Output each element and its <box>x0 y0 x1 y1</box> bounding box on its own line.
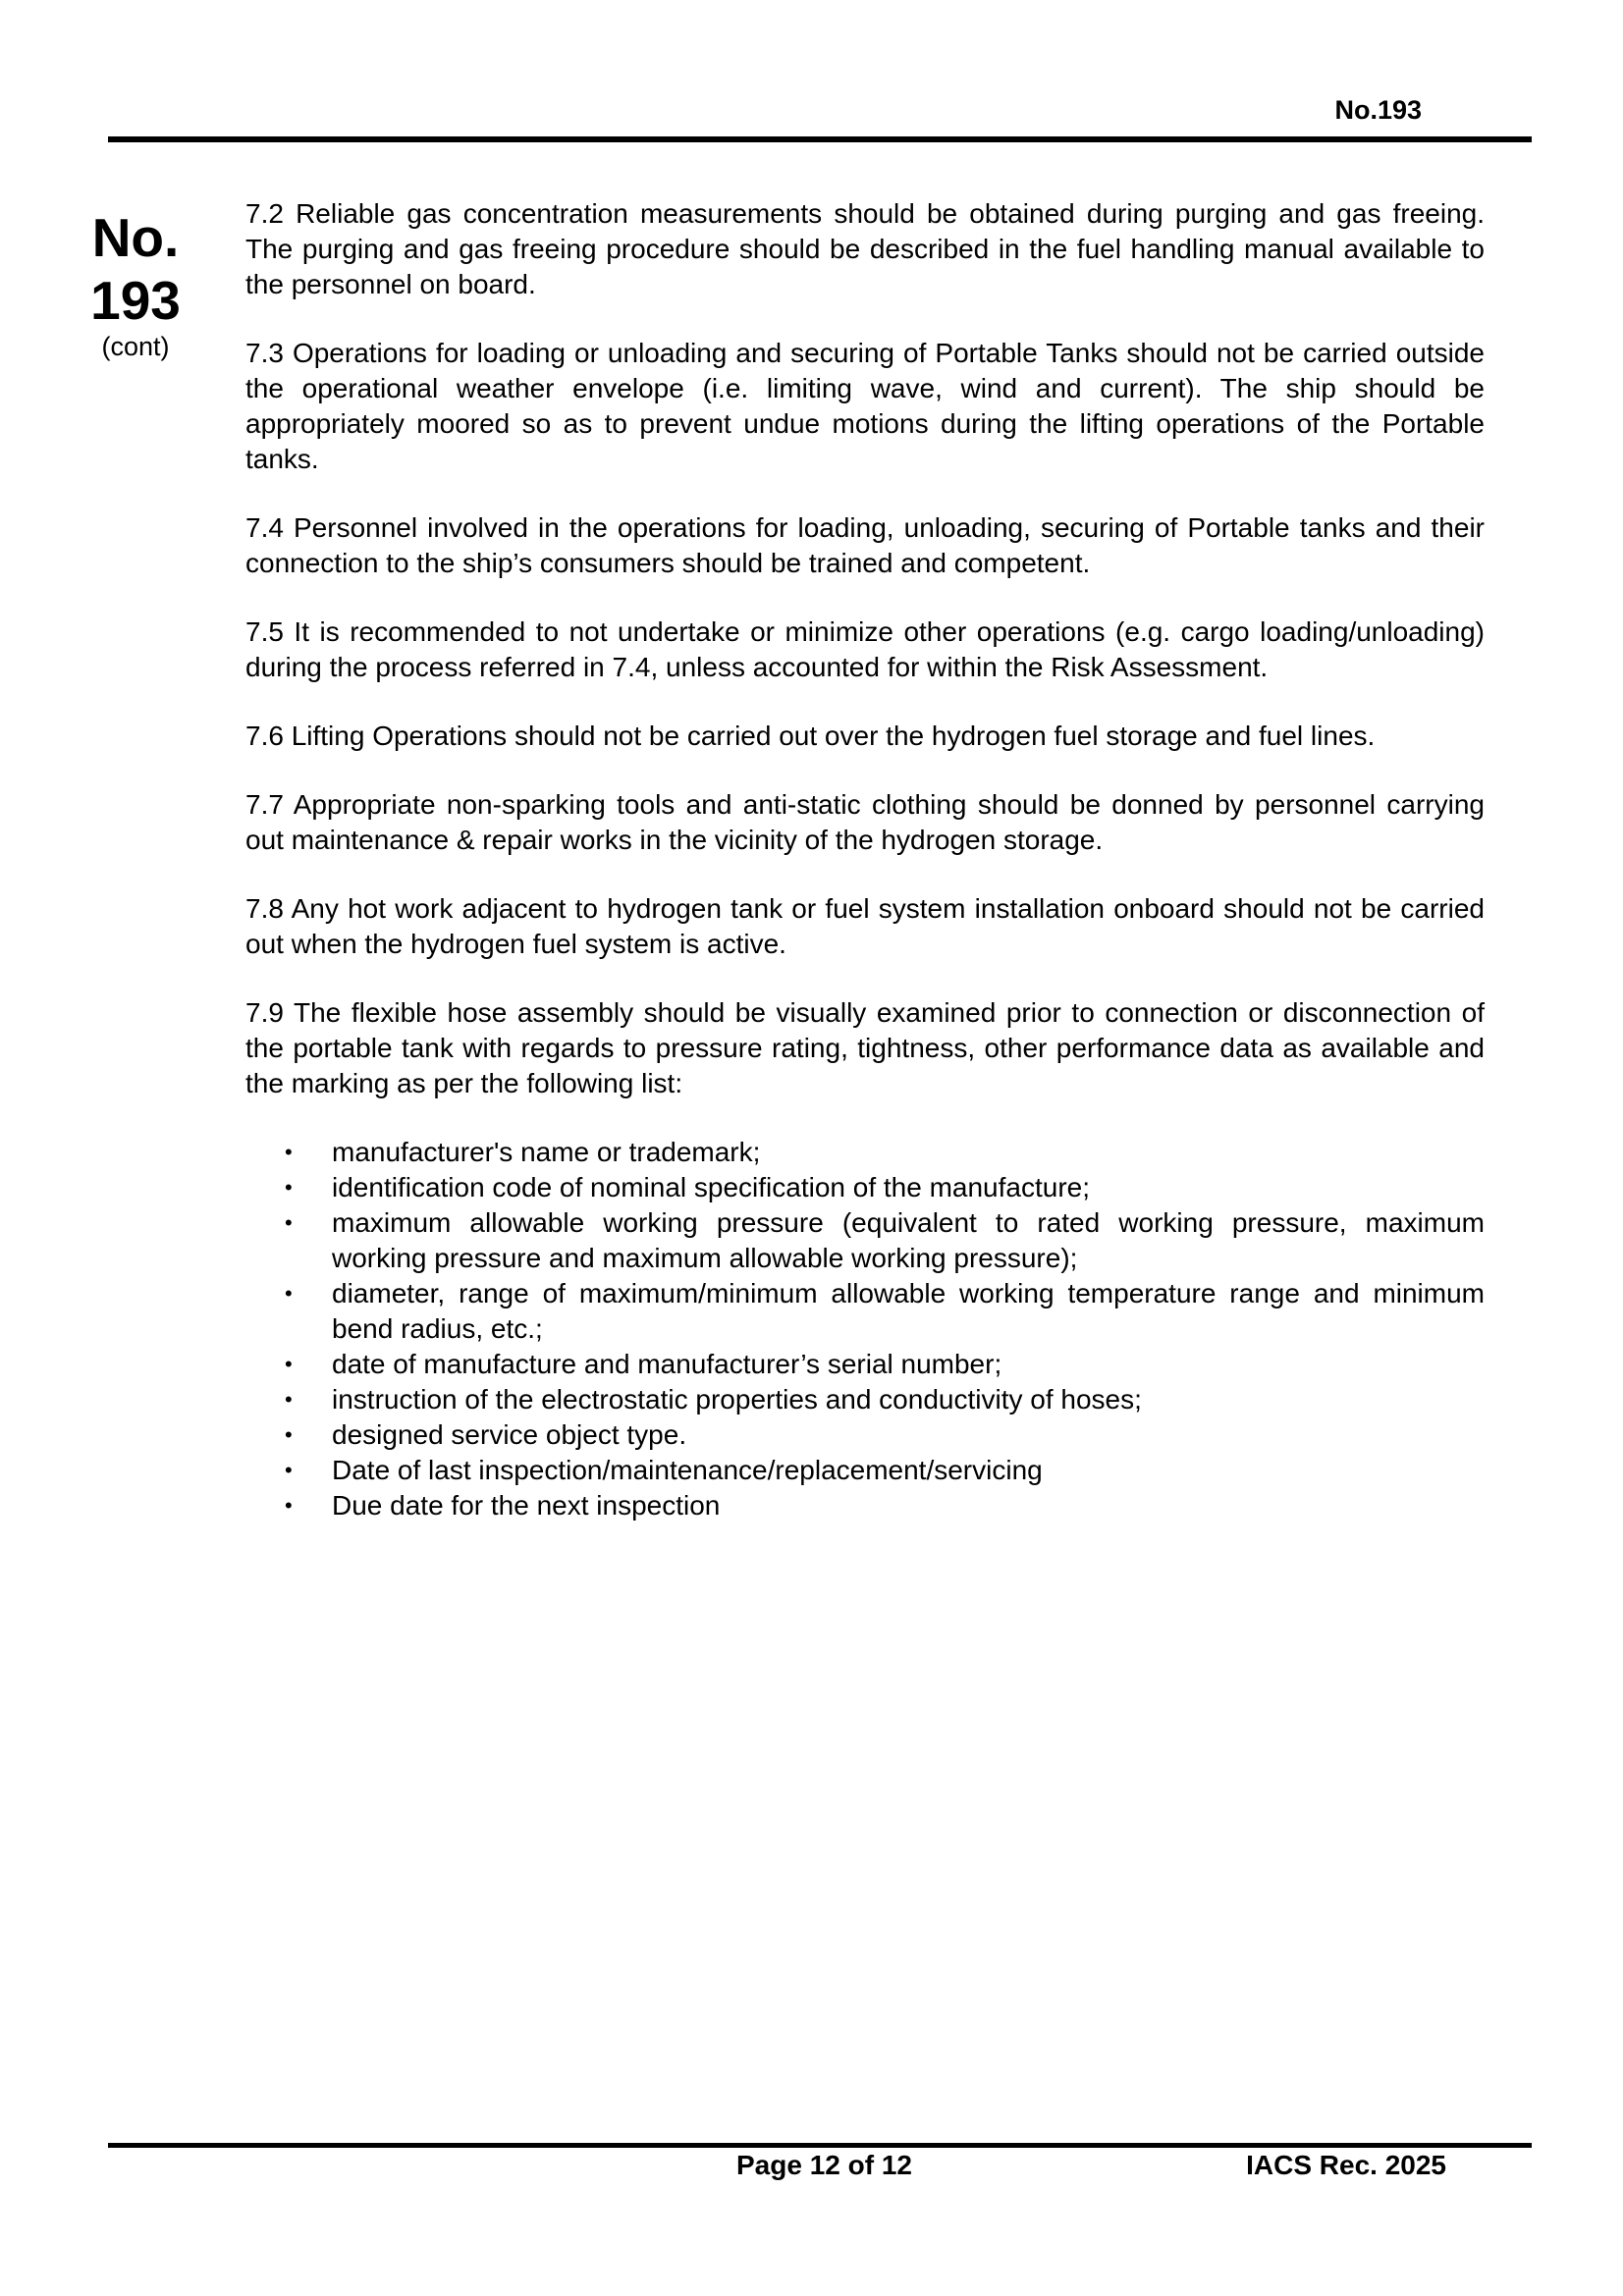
paragraph-7-6: 7.6 Lifting Operations should not be carried out over the hydrogen fuel storage and fuel lines. <box>245 721 1376 751</box>
list-item-text: diameter, range of maximum/minimum allowable working temperature range and minimum bend radius, etc.; <box>332 1278 1485 1344</box>
bullet-icon: • <box>285 1140 293 1164</box>
list-item <box>245 1205 1485 1276</box>
list-item-text: date of manufacture and manufacturer’s serial number; <box>332 1349 1002 1379</box>
list-item <box>245 1488 1485 1523</box>
bullet-icon: • <box>285 1387 293 1412</box>
list-item <box>245 1417 1485 1453</box>
list-item-text: maximum allowable working pressure (equivalent to rated working pressure, maximum working pressure and maximum allowable working pressure); <box>332 1207 1485 1273</box>
bullet-icon: • <box>285 1352 293 1376</box>
list-item <box>245 1347 1485 1382</box>
paragraph-7-9: 7.9 The flexible hose assembly should be visually examined prior to connection or disconnection of the portable tank with regards to pressure rating, tightness, other performance data as available and the marking as per the following list: <box>245 997 1485 1098</box>
list-item <box>245 1135 1485 1170</box>
paragraph-7-2: 7.2 Reliable gas concentration measurements should be obtained during purging and gas freeing. The purging and gas freeing procedure should be described in the fuel handling manual available to the personnel on board. <box>245 198 1485 299</box>
list-item <box>245 1453 1485 1488</box>
marking-list <box>245 1135 1485 1523</box>
bullet-icon: • <box>285 1458 293 1482</box>
list-item <box>245 1170 1485 1205</box>
side-no-label: No. <box>91 207 180 268</box>
document-body <box>245 196 1485 1523</box>
list-item-text: Due date for the next inspection <box>332 1490 721 1521</box>
list-item-text: identification code of nominal specification of the manufacture; <box>332 1172 1091 1202</box>
paragraph-7-7: 7.7 Appropriate non-sparking tools and anti-static clothing should be donned by personnel carrying out maintenance & repair works in the vicinity of the hydrogen storage. <box>245 789 1485 855</box>
side-document-number <box>77 206 194 332</box>
list-item-text: instruction of the electrostatic properties and conductivity of hoses; <box>332 1384 1142 1415</box>
page-number: Page 12 of 12 <box>736 2150 912 2180</box>
list-item-text: designed service object type. <box>332 1419 687 1450</box>
list-item <box>245 1382 1485 1417</box>
list-item-text: manufacturer's name or trademark; <box>332 1137 761 1167</box>
bullet-icon: • <box>285 1493 293 1518</box>
bullet-icon: • <box>285 1175 293 1200</box>
bullet-icon: • <box>285 1210 293 1235</box>
paragraph-7-3: 7.3 Operations for loading or unloading and securing of Portable Tanks should not be carried outside the operational weather envelope (i.e. limiting wave, wind and current). The ship should be appropriately moored so as to prevent undue motions during the lifting operations of the Portable tanks. <box>245 338 1485 474</box>
bullet-icon: • <box>285 1281 293 1306</box>
header-rule <box>108 136 1532 142</box>
paragraph-7-8: 7.8 Any hot work adjacent to hydrogen tank or fuel system installation onboard should not be carried out when the hydrogen fuel system is active. <box>245 893 1485 959</box>
paragraph-7-5: 7.5 It is recommended to not undertake or minimize other operations (e.g. cargo loading/unloading) during the process referred in 7.4, unless accounted for within the Risk Assessment. <box>245 616 1485 682</box>
footer-rec-label: IACS Rec. 2025 <box>1246 2150 1446 2180</box>
bullet-icon: • <box>285 1422 293 1447</box>
list-item <box>245 1276 1485 1347</box>
paragraph-7-4: 7.4 Personnel involved in the operations for loading, unloading, securing of Portable tanks and their connection to the ship’s consumers should be trained and competent. <box>245 512 1485 578</box>
side-number: 193 <box>90 270 181 331</box>
header-doc-number: No.193 <box>1334 95 1422 125</box>
side-cont-label: (cont) <box>101 332 170 361</box>
list-item-text: Date of last inspection/maintenance/replacement/servicing <box>332 1455 1043 1485</box>
footer-rule <box>108 2143 1532 2148</box>
